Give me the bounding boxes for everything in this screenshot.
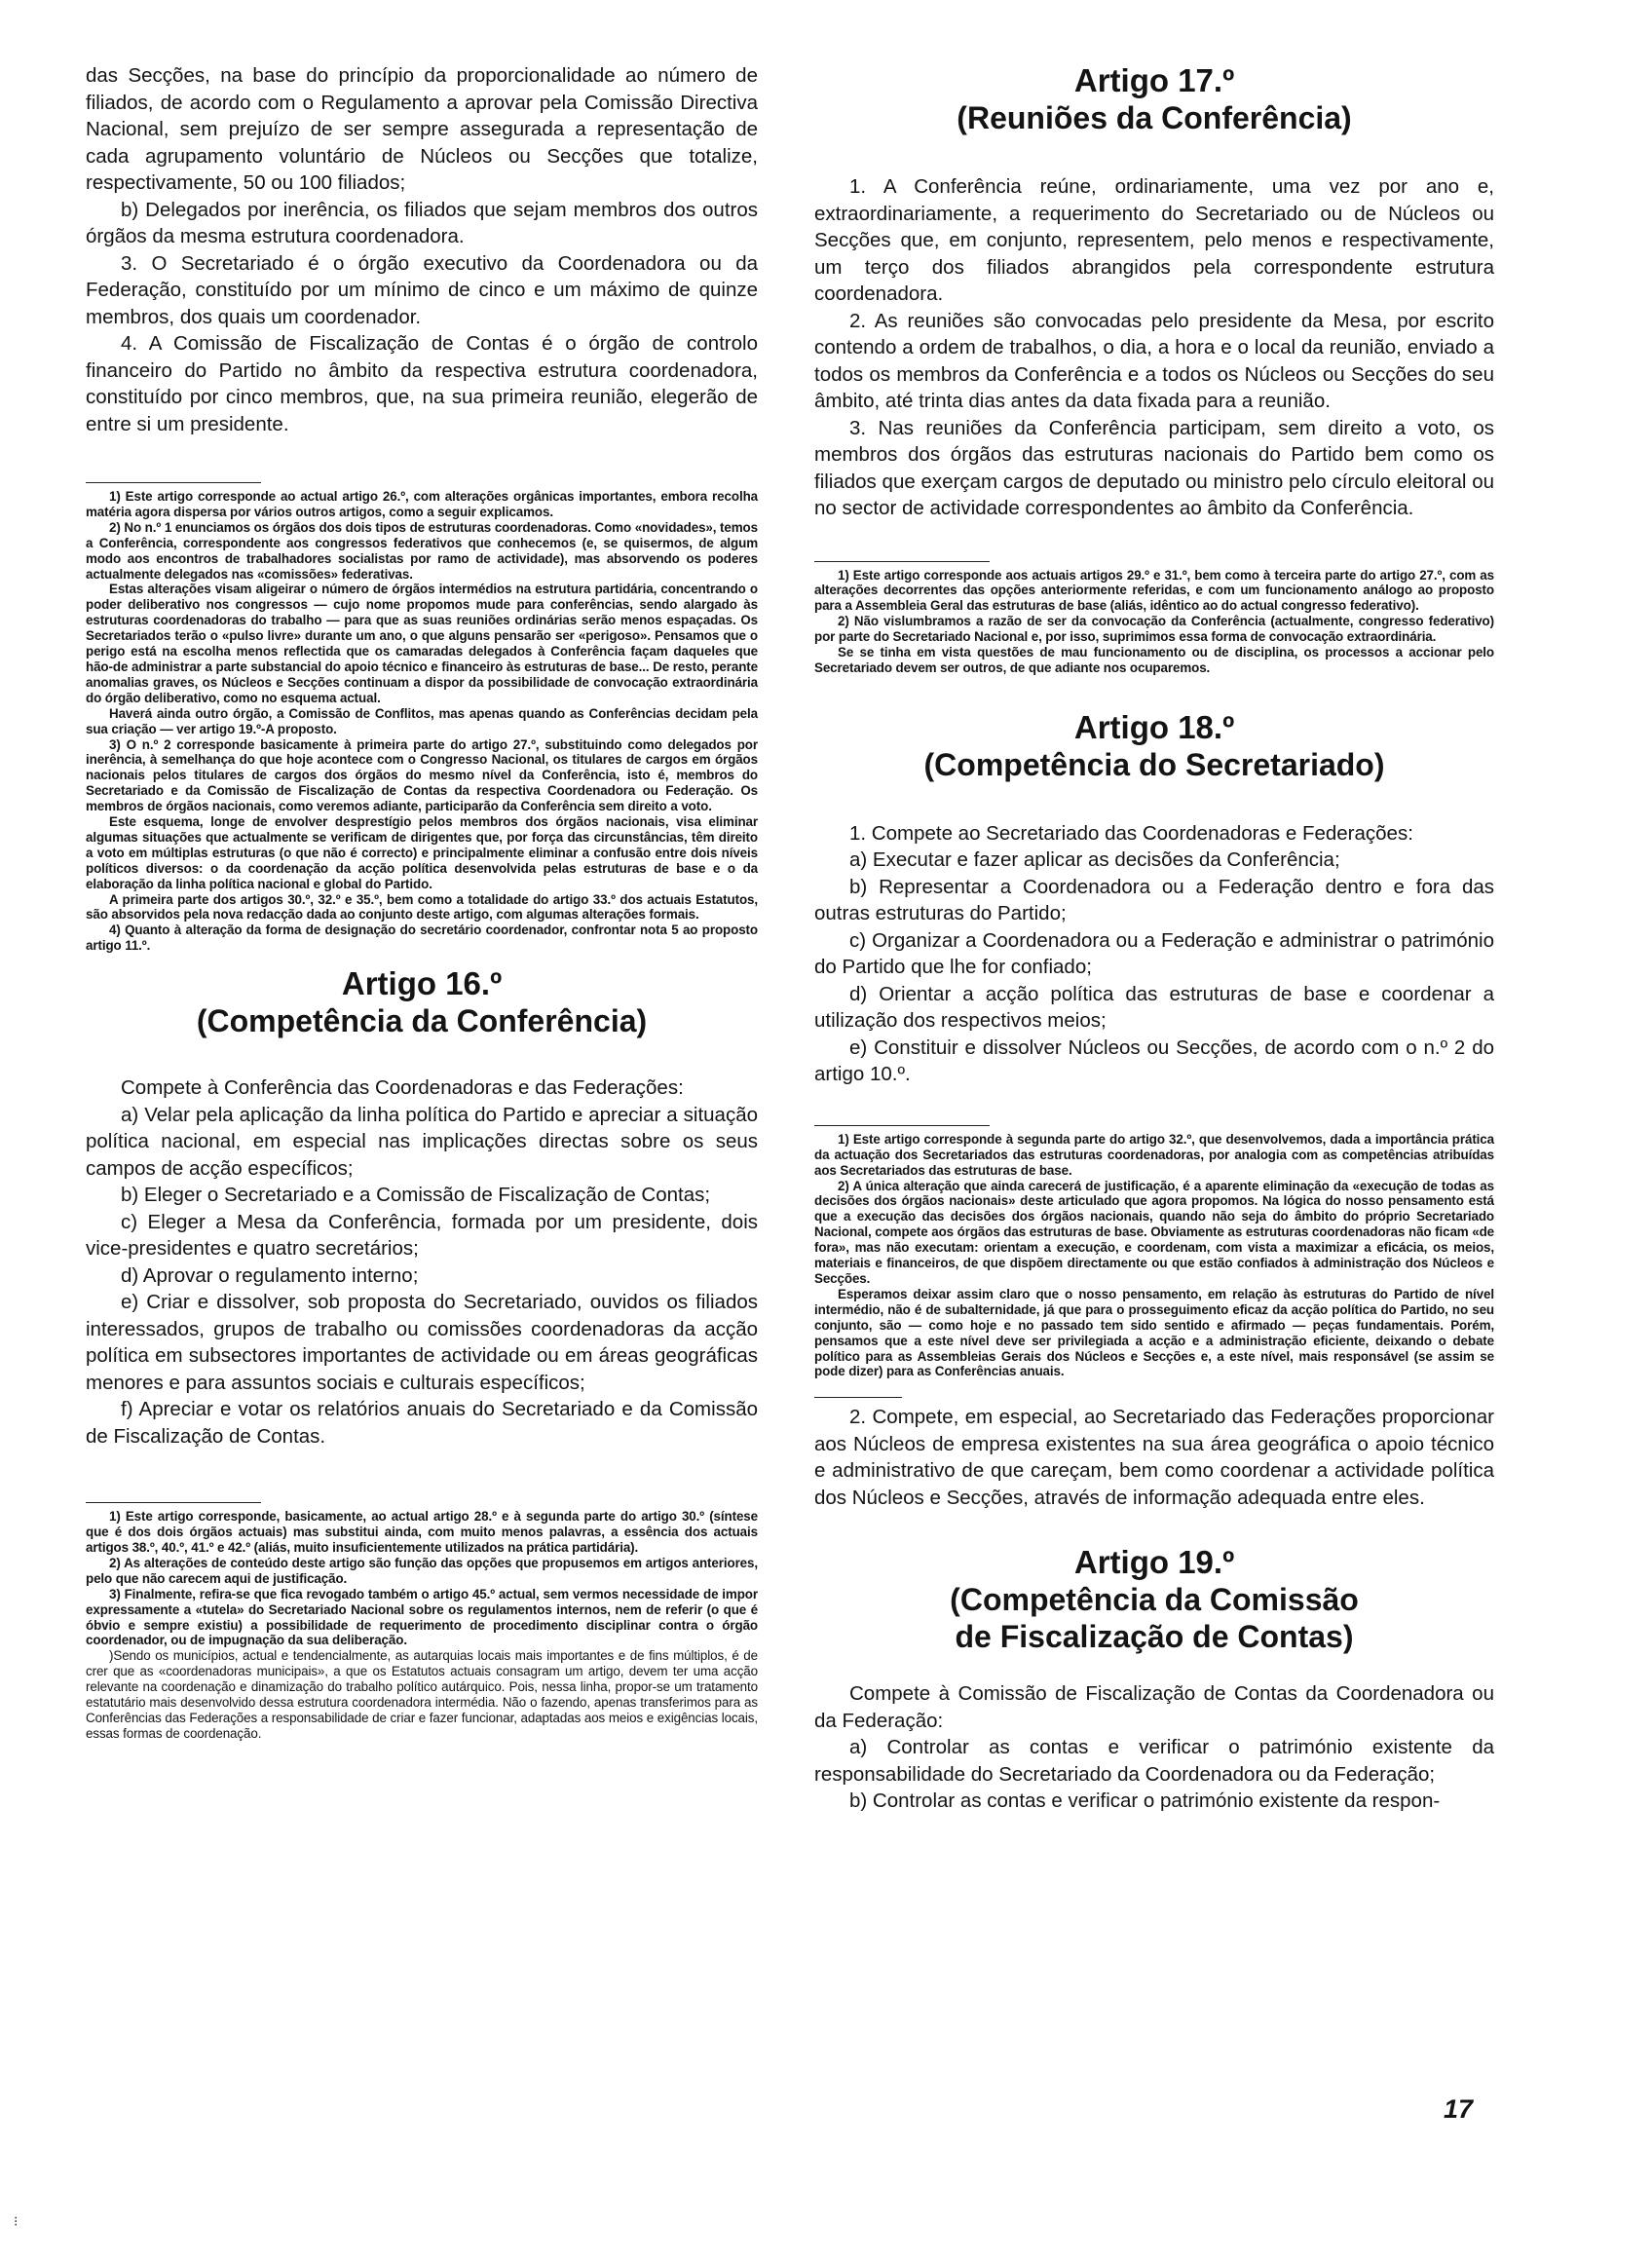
article-16-heading (86, 965, 758, 1039)
paragraph: a) Velar pela aplicação da linha política do Partido e apreciar a situação política nacional, em especial nas implicações directas sobre os seus campos de acção específicos; (86, 1103, 758, 1180)
article-18-heading (814, 709, 1494, 783)
paragraph: 1. A Conferência reúne, ordinariamente, uma vez por ano e, extraordinariamente, a requerimento do Secretariado ou de Núcleos ou Secções que, em conjunto, representem, pelo menos e respectivamente, um terço dos filiados abrangidos pela correspondente estrutura coordenadora. (814, 175, 1494, 305)
footnote: Estas alterações visam aligeirar o número de órgãos intermédios na estrutura partidária, concentrando o poder deliberativo nos congressos — cujo nome propomos mude para conferências, sendo alargado às estruturas coordenadoras do trabalho — para que as suas reuniões ordinárias serão menos espaçadas. Os Secretariados terão o «pulso livre» durante um ano, o que alguns pensarão ser «perigoso». Pensamos que o perigo está na escolha menos reflectida que os camaradas delegados à Conferência façam daqueles que hão-de administrar a parte substancial do apoio técnico e financeiro às estruturas de base... De resto, perante anomalias graves, os Núcleos e Secções continuam a dispor da possibilidade de convocação extraordinária do órgão deliberativo, como no esquema actual. (86, 582, 758, 705)
article-title: (Competência do Secretariado) (923, 746, 1385, 782)
footnote: 1) Este artigo corresponde aos actuais artigos 29.º e 31.º, bem como à terceira parte do artigo 27.º, com as alterações decorrentes das opções anteriormente referidas, e com um funcionamento análogo ao proposto para a Assembleia Geral das estruturas de base (aliás, idêntico ao do actual congresso federativo). (814, 567, 1494, 614)
article-number: Artigo 19.º (1073, 1544, 1235, 1581)
article-19-body (814, 1680, 1494, 1815)
paragraph: das Secções, na base do princípio da proporcionalidade ao número de filiados, de acordo com o Regulamento a aprovar pela Comissão Directiva Nacional, sem prejuízo de ser sempre assegurada a representação de cada agrupamento voluntário de Núcleos ou Secções que totalize, respectivamente, 50 ou 100 filiados; (86, 64, 758, 194)
paragraph: a) Executar e fazer aplicar as decisões da Conferência; (849, 848, 1340, 872)
footnote: A primeira parte dos artigos 30.º, 32.º e 35.º, bem como a totalidade do artigo 33.º dos actuais Estatutos, são absorvidos pela nova redacção dada ao conjunto deste artigo, com algumas alterações formais. (86, 891, 758, 923)
footnote: Este esquema, longe de envolver desprestígio pelos membros dos órgãos nacionais, visa eliminar algumas situações que actualmente se verificam de dirigentes que, por força das circunstâncias, têm direito a voto em múltiplas estruturas (o que não é correcto) e principalmente eliminar a confusão entre dois níveis políticos diversos: o da coordenação da acção política desenvolvida pelas estruturas de base e o da elaboração da linha política nacional e global do Partido. (86, 814, 758, 891)
paragraph: b) Eleger o Secretariado e a Comissão de Fiscalização de Contas; (121, 1184, 711, 1207)
right-column (814, 62, 1494, 1815)
footnote: Esperamos deixar assim claro que o nosso pensamento, em relação às estruturas do Partido de nível intermédio, não é de subalternidade, já que para o prosseguimento eficaz da acção política do Partido, no seu conjunto, são — como hoje e no passado tem sido sentido e afirmado — peças fundamentais. Porém, pensamos que a este nível deve ser privilegiada a acção e a administração eficiente, deixando o debate político para as Assembleias Gerais dos Núcleos e Secções e, a este nível, mais responsável (se assim se pode dizer) para as Conferências anuais. (814, 1286, 1494, 1379)
scan-edge-mark: ⁝ (14, 2213, 19, 2229)
paragraph: f) Apreciar e votar os relatórios anuais do Secretariado e da Comissão de Fiscalização de Contas. (86, 1398, 758, 1448)
footnotes-art17 (814, 568, 1494, 676)
art15-continuation (86, 62, 758, 437)
footnote: 2) A única alteração que ainda carecerá de justificação, é a aparente eliminação da «execução de todas as decisões dos órgãos nacionais» deste articulado que agora propomos. Na lógica do nosso pensamento está que a execução das decisões dos órgãos nacionais, quando não seja do âmbito do próprio Secretariado Nacional, compete aos órgãos das estruturas de base. Obviamente as estruturas coordenadoras não ficam «de fora», mas não executam: orientam a execução, e coordenam, com vista a maximizar a eficácia, os meios, materiais e financeiros, de que dispõem directamente ou que estão confiados à administração dos Núcleos e Secções. (814, 1178, 1494, 1286)
article-number: Artigo 18.º (1073, 708, 1235, 745)
paragraph: b) Delegados por inerência, os filiados que sejam membros dos outros órgãos da mesma estrutura coordenadora. (86, 198, 758, 247)
paragraph: 1. Compete ao Secretariado das Coordenadoras e Federações: (849, 821, 1413, 845)
left-column (86, 62, 758, 1742)
paragraph: d) Orientar a acção política das estruturas de base e coordenar a utilização dos respectivos meios; (814, 982, 1494, 1033)
paragraph: a) Controlar as contas e verificar o património existente da responsabilidade do Secretariado da Coordenadora ou da Federação; (814, 1736, 1494, 1786)
article-title: (Reuniões da Conferência) (957, 100, 1352, 135)
footnote-end-rule (814, 1397, 902, 1398)
article-title-line: de Fiscalização de Contas) (955, 1619, 1354, 1655)
paragraph: c) Organizar a Coordenadora ou a Federação e administrar o património do Partido que lhe for confiado; (814, 928, 1494, 979)
article-17-body (814, 173, 1494, 522)
footnotes-art18 (814, 1132, 1494, 1380)
article-17-heading (814, 62, 1494, 136)
footnote: 2) Não vislumbramos a razão de ser da convocação da Conferência (actualmente, congresso federativo) por parte do Secretariado Nacional e, por isso, suprimimos essa forma de convocação extraordinária. (814, 614, 1494, 645)
paragraph: 2. As reuniões são convocadas pelo presidente da Mesa, por escrito contendo a ordem de trabalhos, o dia, a hora e o local da reunião, enviado a todos os membros da Conferência e a todos os Núcleos ou Secções do seu âmbito, até trinta dias antes da data fixada para a reunião. (814, 309, 1494, 412)
footnote-rule (814, 1125, 990, 1126)
paragraph: 3. Nas reuniões da Conferência participam, sem direito a voto, os membros dos órgãos das estruturas nacionais do Partido bem como os filiados que exerçam cargos de deputado ou ministro pelo círculo eleitoral ou no sector de actividade correspondentes ao âmbito da Conferência. (814, 416, 1494, 519)
paragraph: Compete à Conferência das Coordenadoras e das Federações: (121, 1076, 684, 1100)
footnote: 1) Este artigo corresponde, basicamente, ao actual artigo 28.º e à segunda parte do artigo 30.º (síntese que é dos dois órgãos actuais) mas substitui ainda, com muito menos palavras, a essência dos actuais artigos 38.º, 40.º, 41.º e 42.º (aliás, muito insuficientemente utilizados na prática partidária). (86, 1509, 758, 1555)
footnote-rule (814, 561, 990, 562)
paragraph: 2. Compete, em especial, ao Secretariado das Federações proporcionar aos Núcleos de empresa existentes na sua área geográfica o apoio técnico e administrativo de que careçam, bem como coordenar a actividade política dos Núcleos e Secções, através de informação adequada entre eles. (814, 1406, 1494, 1509)
article-number: Artigo 16.º (341, 965, 503, 1002)
paragraph: e) Constituir e dissolver Núcleos ou Secções, de acordo com o n.º 2 do artigo 10.º. (814, 1036, 1494, 1086)
article-title: (Competência da Conferência) (196, 1003, 648, 1039)
footnote: 3) O n.º 2 corresponde basicamente à primeira parte do artigo 27.º, substituindo como delegados por inerência, à semelhança do que hoje acontece com o Congresso Nacional, os titulares de cargos em órgãos nacionais pelos titulares de cargos dos órgãos do mesmo nível da Conferência, isto é, membros do Secretariado e da Comissão de Fiscalização de Contas da respectiva Coordenadora ou Federação. Os membros de órgãos nacionais, como veremos adiante, participarão da Conferência sem direito a voto. (86, 736, 758, 814)
paragraph: Compete à Comissão de Fiscalização de Contas da Coordenadora ou da Federação: (814, 1682, 1494, 1732)
footnote: Haverá ainda outro órgão, a Comissão de Conflitos, mas apenas quando as Conferências decidam pela sua criação — ver artigo 19.º-A proposto. (86, 705, 758, 736)
footnote: 2) No n.º 1 enunciamos os órgãos dos dois tipos de estruturas coordenadoras. Como «novidades», temos a Conferência, correspondente aos congressos federativos que conhecemos (e, se quisermos, de algum modo aos encontros de trabalhadores socialistas por ramo de actividade), mas absorvendo os poderes actualmente delegados nas «comissões» federativas. (86, 519, 758, 582)
paragraph: 4. A Comissão de Fiscalização de Contas é o órgão de controlo financeiro do Partido no âmbito da respectiva estrutura coordenadora, constituído por cinco membros, que, na sua primeira reunião, elegerão de entre si um presidente. (86, 332, 758, 435)
article-16-body (86, 1074, 758, 1450)
page-number: 17 (1444, 2094, 1474, 2124)
footnote: )Sendo os municípios, actual e tendencialmente, as autarquias locais mais importantes e de fins múltiplos, é de crer que as «coordenadoras municipais», a que os Estatutos actuais consagram um artigo, devem ter uma acção relevante na coordenação e dinamização do trabalho político autárquico. Pois, nessa linha, propor-se um tratamento estatutário mais desenvolvido dessa estrutura coordenadora intermédia. Não o fazendo, apenas transferimos para as Conferências das Federações a responsabilidade de criar e fazer funcionar, adaptadas aos meios e exigências locais, essas formas de coordenação. (86, 1648, 758, 1741)
paragraph: b) Controlar as contas e verificar o património existente da respon- (849, 1789, 1441, 1813)
footnote: 1) Este artigo corresponde ao actual artigo 26.º, com alterações orgânicas importantes, embora recolha matéria agora dispersa por vários outros artigos, como a seguir explicamos. (86, 489, 758, 519)
footnote: 4) Quanto à alteração da forma de designação do secretário coordenador, confrontar nota 5 ao proposto artigo 11.º. (86, 923, 758, 954)
paragraph: c) Eleger a Mesa da Conferência, formada por um presidente, dois vice-presidentes e quatro secretários; (86, 1210, 758, 1261)
paragraph: e) Criar e dissolver, sob proposta do Secretariado, ouvidos os filiados interessados, grupos de trabalho ou comissões coordenadoras da acção política em subsectores importantes de actividade ou em áreas geográficas menores e para assuntos sociais e culturais específicos; (86, 1291, 758, 1394)
footnote-rule (86, 1502, 261, 1503)
footnotes-art15 (86, 489, 758, 954)
paragraph: 3. O Secretariado é o órgão executivo da Coordenadora ou da Federação, constituído por um mínimo de cinco e um máximo de quinze membros, dos quais um coordenador. (86, 251, 758, 328)
footnotes-art16 (86, 1509, 758, 1742)
article-18-continued (814, 1404, 1494, 1511)
article-number: Artigo 17.º (1073, 62, 1235, 98)
footnote: 1) Este artigo corresponde à segunda parte do artigo 32.º, que desenvolvemos, dada a importância prática da actuação dos Secretariados das estruturas coordenadoras, por analogia com as competências atribuídas aos Secretariados das estruturas de base. (814, 1131, 1494, 1178)
article-18-body (814, 820, 1494, 1088)
article-19-heading (814, 1544, 1494, 1655)
paragraph: b) Representar a Coordenadora ou a Federação dentro e fora das outras estruturas do Partido; (814, 875, 1494, 925)
article-title-line: (Competência da Comissão (950, 1582, 1359, 1618)
footnote: 3) Finalmente, refira-se que fica revogado também o artigo 45.º actual, sem vermos necessidade de impor expressamente a «tutela» do Secretariado Nacional sobre os regulamentos internos, nem de referir (o que é óbvio e sempre existiu) a possibilidade de requerimento de procedimento disciplinar contra o órgão coordenador, ou de impugnação da sua deliberação. (86, 1586, 758, 1648)
footnote-rule (86, 482, 261, 483)
footnote: 2) As alterações de conteúdo deste artigo são função das opções que propusemos em artigos anteriores, pelo que não carecem aqui de justificação. (86, 1555, 758, 1586)
footnote: Se se tinha em vista questões de mau funcionamento ou de disciplina, os processos a accionar pelo Secretariado devem ser outros, de que adiante nos ocuparemos. (814, 645, 1494, 675)
paragraph: d) Aprovar o regulamento interno; (121, 1263, 419, 1287)
